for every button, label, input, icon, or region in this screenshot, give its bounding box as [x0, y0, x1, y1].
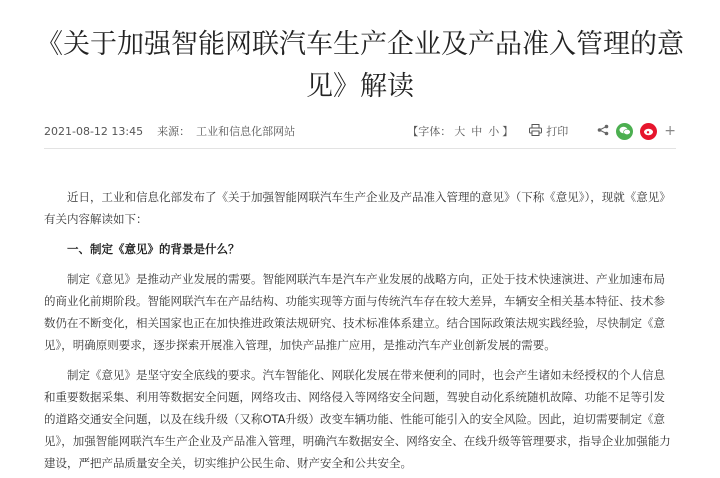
more-share-icon[interactable]: + [664, 123, 676, 139]
article-body [44, 186, 676, 478]
font-size-small[interactable]: 小 [488, 125, 500, 138]
share-icon[interactable] [597, 124, 609, 139]
source-name: 工业和信息化部网站 [196, 125, 296, 138]
paragraph-intro: 近日，工业和信息化部发布了《关于加强智能网联汽车生产企业及产品准入管理的意见》（下称《意见》），现就《意见》有关内容解读如下： [44, 190, 671, 226]
printer-icon [529, 124, 546, 139]
weibo-icon[interactable] [640, 123, 657, 140]
print-label: 打印 [546, 125, 569, 138]
meta-divider [44, 148, 676, 149]
article-meta [44, 118, 676, 144]
wechat-icon[interactable] [616, 123, 633, 140]
paragraph-safety-baseline: 制定《意见》是坚守安全底线的要求。汽车智能化、网联化发展在带来便利的同时，也会产生诸如未经授权的个人信息和重要数据采集、利用等数据安全问题，网络攻击、网络侵入等网络安全问题，驾驶自动化系统随机故障、功能不足等引发的道路交通安全问题，以及在线升级（又称OTA升级）改变车辆功能、性能可能引入的安全风险。因此，迫切需要制定《意见》，加强智能网联汽车生产企业及产品准入管理，明确汽车数据安全、网络安全、在线升级等管理要求，指导企业加强能力建设，严把产品质量安全关，切实维护公民生命、财产安全和公共安全。 [44, 368, 671, 470]
section-heading: 一、制定《意见》的背景是什么？ [67, 242, 240, 256]
source-label: 来源： [157, 125, 191, 138]
article-title: 《关于加强智能网联汽车生产企业及产品准入管理的意见》解读 [36, 29, 684, 102]
print-button[interactable] [529, 123, 568, 139]
publish-date: 2021-08-12 13:45 [44, 124, 144, 138]
paragraph-industry-development: 制定《意见》是推动产业发展的需要。智能网联汽车是汽车产业发展的战略方向，正处于技术快速演进、产业加速布局的商业化前期阶段。智能网联汽车在产品结构、功能实现等方面与传统汽车存在较大差异，车辆安全相关基本特征、技术参数仍在不断变化，相关国家也正在加快推进政策法规研究、技术标准体系建立。结合国际政策法规实践经验，尽快制定《意见》，明确原则要求，逐步探索开展准入管理，加快产品推广应用，是推动汽车产业创新发展的需要。 [44, 272, 665, 352]
font-size-close: 】 [502, 125, 514, 138]
font-size-large[interactable]: 大 [454, 125, 466, 138]
font-size-label: 【字体： [407, 125, 452, 138]
font-size-medium[interactable]: 中 [471, 125, 483, 138]
share-bar [590, 123, 676, 140]
article-toolbar [407, 123, 676, 140]
font-size-selector [407, 123, 513, 139]
